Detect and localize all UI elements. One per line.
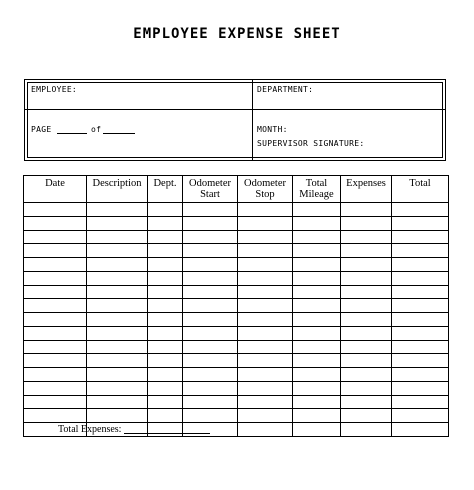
table-cell[interactable] [341, 340, 392, 354]
page-label: PAGE [31, 125, 52, 134]
table-cell[interactable] [24, 203, 87, 217]
of-label: of [91, 125, 102, 134]
table-cell[interactable] [293, 271, 341, 285]
department-label: DEPARTMENT: [257, 85, 314, 94]
table-cell[interactable] [87, 340, 148, 354]
table-cell[interactable] [341, 285, 392, 299]
table-cell[interactable] [341, 313, 392, 327]
info-box-divider-vertical [252, 80, 253, 160]
table-cell[interactable] [183, 299, 238, 313]
table-cell[interactable] [293, 381, 341, 395]
table-cell[interactable] [87, 354, 148, 368]
table-cell[interactable] [238, 230, 293, 244]
table-cell[interactable] [293, 423, 341, 437]
table-cell[interactable] [24, 285, 87, 299]
table-cell[interactable] [341, 216, 392, 230]
table-cell[interactable] [293, 409, 341, 423]
table-cell[interactable] [341, 381, 392, 395]
table-cell[interactable] [238, 285, 293, 299]
table-cell[interactable] [87, 271, 148, 285]
table-cell[interactable] [24, 271, 87, 285]
table-cell[interactable] [341, 326, 392, 340]
page-total-field[interactable] [103, 133, 135, 134]
table-cell[interactable] [148, 326, 183, 340]
table-cell[interactable] [293, 326, 341, 340]
header-expenses: Expenses [341, 176, 392, 203]
table-cell[interactable] [341, 423, 392, 437]
table-row [24, 244, 449, 258]
table-row [24, 258, 449, 272]
table-cell[interactable] [24, 326, 87, 340]
header-total-mileage: Total Mileage [293, 176, 341, 203]
employee-label: EMPLOYEE: [31, 85, 78, 94]
table-cell[interactable] [238, 271, 293, 285]
table-cell[interactable] [238, 354, 293, 368]
table-cell[interactable] [148, 381, 183, 395]
table-cell[interactable] [24, 409, 87, 423]
table-cell[interactable] [148, 258, 183, 272]
table-cell[interactable] [24, 216, 87, 230]
table-cell[interactable] [238, 216, 293, 230]
table-cell[interactable] [24, 230, 87, 244]
total-expenses-label: Total Expenses: [58, 424, 122, 435]
table-cell[interactable] [293, 230, 341, 244]
table-cell[interactable] [341, 230, 392, 244]
table-cell[interactable] [183, 381, 238, 395]
table-cell[interactable] [148, 354, 183, 368]
table-cell[interactable] [238, 423, 293, 437]
table-cell[interactable] [392, 203, 449, 217]
table-cell[interactable] [87, 409, 148, 423]
table-cell[interactable] [24, 258, 87, 272]
table-cell[interactable] [293, 368, 341, 382]
expense-table [23, 175, 449, 437]
table-cell[interactable] [293, 203, 341, 217]
table-cell[interactable] [183, 244, 238, 258]
table-cell[interactable] [341, 271, 392, 285]
employee-info-box [24, 79, 446, 161]
table-cell[interactable] [87, 216, 148, 230]
table-cell[interactable] [24, 340, 87, 354]
table-cell[interactable] [148, 230, 183, 244]
table-row [24, 285, 449, 299]
table-cell[interactable] [87, 299, 148, 313]
table-cell[interactable] [392, 299, 449, 313]
table-cell[interactable] [238, 313, 293, 327]
table-cell[interactable] [87, 368, 148, 382]
table-cell[interactable] [183, 354, 238, 368]
table-cell[interactable] [293, 244, 341, 258]
table-header-row [24, 176, 449, 203]
table-cell[interactable] [238, 299, 293, 313]
table-cell[interactable] [148, 271, 183, 285]
table-cell[interactable] [183, 216, 238, 230]
table-cell[interactable] [148, 299, 183, 313]
table-cell[interactable] [392, 409, 449, 423]
table-cell[interactable] [238, 244, 293, 258]
table-cell[interactable] [238, 203, 293, 217]
table-cell[interactable] [392, 368, 449, 382]
table-cell[interactable] [148, 368, 183, 382]
table-row [24, 395, 449, 409]
table-cell[interactable] [293, 285, 341, 299]
table-row [24, 230, 449, 244]
table-cell[interactable] [148, 216, 183, 230]
supervisor-signature-label: SUPERVISOR SIGNATURE: [257, 139, 365, 148]
table-cell[interactable] [87, 313, 148, 327]
table-cell[interactable] [341, 299, 392, 313]
table-cell[interactable] [341, 368, 392, 382]
table-row [24, 354, 449, 368]
table-cell[interactable] [148, 313, 183, 327]
table-cell[interactable] [293, 299, 341, 313]
header-odometer-start: Odometer Start [183, 176, 238, 203]
total-expenses-field[interactable] [124, 433, 210, 434]
table-cell[interactable] [24, 354, 87, 368]
header-total: Total [392, 176, 449, 203]
table-row [24, 299, 449, 313]
table-cell[interactable] [392, 381, 449, 395]
table-cell[interactable] [392, 313, 449, 327]
table-cell[interactable] [392, 326, 449, 340]
table-cell[interactable] [183, 258, 238, 272]
table-cell[interactable] [24, 299, 87, 313]
table-cell[interactable] [392, 230, 449, 244]
table-cell[interactable] [183, 395, 238, 409]
table-cell[interactable] [183, 271, 238, 285]
table-cell[interactable] [183, 313, 238, 327]
table-row [24, 271, 449, 285]
table-cell[interactable] [238, 258, 293, 272]
info-box-inner-border [27, 82, 443, 158]
table-cell[interactable] [392, 216, 449, 230]
table-cell[interactable] [392, 271, 449, 285]
table-cell[interactable] [293, 340, 341, 354]
table-cell[interactable] [87, 395, 148, 409]
table-cell[interactable] [293, 313, 341, 327]
table-cell[interactable] [87, 244, 148, 258]
table-cell[interactable] [293, 258, 341, 272]
table-cell[interactable] [341, 409, 392, 423]
table-cell[interactable] [183, 285, 238, 299]
table-cell[interactable] [341, 203, 392, 217]
info-box-divider-horizontal [25, 109, 445, 110]
table-cell[interactable] [24, 381, 87, 395]
expense-table-body [24, 203, 449, 437]
table-cell[interactable] [238, 395, 293, 409]
table-row [24, 216, 449, 230]
table-cell[interactable] [148, 423, 183, 437]
table-cell[interactable] [87, 203, 148, 217]
table-row [24, 326, 449, 340]
table-cell[interactable] [238, 368, 293, 382]
table-cell[interactable] [183, 368, 238, 382]
table-cell[interactable] [183, 230, 238, 244]
table-cell[interactable] [87, 258, 148, 272]
table-cell[interactable] [392, 258, 449, 272]
month-label: MONTH: [257, 125, 288, 134]
header-odometer-stop: Odometer Stop [238, 176, 293, 203]
table-cell[interactable] [148, 340, 183, 354]
table-cell[interactable] [293, 216, 341, 230]
table-cell[interactable] [183, 203, 238, 217]
table-cell[interactable] [148, 244, 183, 258]
table-row [24, 340, 449, 354]
table-cell[interactable] [148, 395, 183, 409]
header-description: Description [87, 176, 148, 203]
table-cell[interactable] [392, 340, 449, 354]
table-cell[interactable] [238, 381, 293, 395]
header-date: Date [24, 176, 87, 203]
table-cell[interactable] [341, 244, 392, 258]
table-cell[interactable] [392, 285, 449, 299]
table-cell[interactable] [392, 395, 449, 409]
table-cell[interactable] [87, 326, 148, 340]
table-cell[interactable] [24, 395, 87, 409]
table-cell[interactable] [148, 409, 183, 423]
table-cell[interactable] [293, 354, 341, 368]
table-row [24, 368, 449, 382]
table-cell[interactable] [392, 423, 449, 437]
header-dept: Dept. [148, 176, 183, 203]
table-cell[interactable] [24, 244, 87, 258]
table-cell[interactable] [238, 409, 293, 423]
table-cell[interactable] [293, 395, 341, 409]
table-cell[interactable] [87, 381, 148, 395]
table-row [24, 313, 449, 327]
table-row [24, 409, 449, 423]
table-cell[interactable] [87, 230, 148, 244]
page-number-field[interactable] [57, 133, 87, 134]
table-cell[interactable] [183, 340, 238, 354]
table-cell[interactable] [238, 340, 293, 354]
table-cell[interactable] [148, 285, 183, 299]
table-cell[interactable] [341, 258, 392, 272]
table-cell[interactable] [24, 313, 87, 327]
table-cell[interactable] [341, 395, 392, 409]
table-row [24, 203, 449, 217]
table-cell[interactable] [183, 409, 238, 423]
table-cell[interactable] [183, 326, 238, 340]
table-cell[interactable] [238, 326, 293, 340]
table-cell[interactable] [392, 244, 449, 258]
table-cell[interactable] [341, 354, 392, 368]
table-cell[interactable] [87, 285, 148, 299]
table-cell[interactable] [24, 368, 87, 382]
page-title: EMPLOYEE EXPENSE SHEET [133, 26, 341, 42]
table-row [24, 381, 449, 395]
table-cell[interactable] [148, 203, 183, 217]
table-cell[interactable] [183, 423, 238, 437]
table-cell[interactable] [392, 354, 449, 368]
